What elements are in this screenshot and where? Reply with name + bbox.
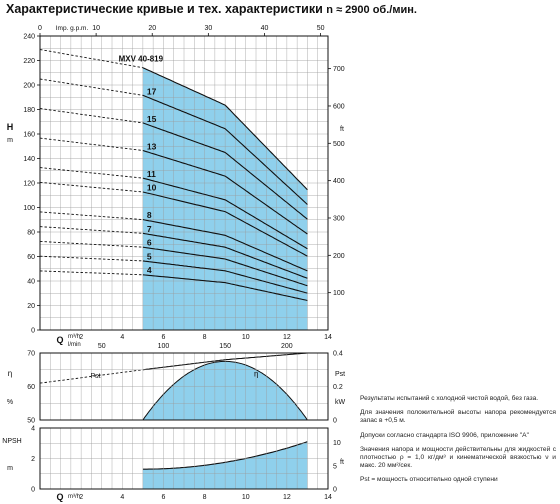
npsh-tick-label-0: 0 [31, 486, 35, 494]
curve-label-8: 8 [146, 210, 152, 221]
note-3: Значения напора и мощности действительны для жидкостей с плотностью ρ = 1,0 кг/дм³ и кинематической вязкостью ν и макс. 20 мм²/сек. [360, 445, 556, 470]
pst-tick-label-0: 0 [333, 417, 337, 425]
note-1: Для значения положительной высоты напора рекомендуется запас в +0,5 м. [360, 409, 556, 425]
pst-curve-label: Pst [90, 373, 101, 381]
h-tick-label-60: 60 [27, 254, 35, 261]
gpm-tick-label-20: 20 [148, 25, 157, 32]
lmin-tick-label-100: 100 [157, 343, 170, 350]
eta-tick-label-50: 50 [27, 417, 35, 425]
chart-title-main: Характеристические кривые и тех. характеристики [6, 2, 323, 16]
notes-block [360, 395, 556, 491]
curve-label-6: 6 [146, 237, 152, 248]
npsh-q-tick-label-4: 4 [120, 494, 125, 501]
npsh-q-tick-label-12: 12 [282, 494, 291, 501]
npsh-ft-tick-label-5: 5 [333, 463, 337, 471]
curve-label-7: 7 [146, 223, 152, 234]
gpm-tick-label-10: 10 [92, 25, 101, 32]
h-tick-label-140: 140 [23, 156, 35, 163]
curve-label-15: 15 [146, 114, 157, 125]
gpm-tick-label-0: 0 [38, 25, 42, 32]
q-tick-label-10: 10 [241, 334, 250, 341]
h-tick-label-0: 0 [31, 327, 35, 335]
npsh-q-axis-label: Q [56, 492, 64, 502]
q-tick-label-2: 2 [79, 334, 84, 341]
curve-label-4: 4 [146, 265, 152, 276]
ft-tick-label-200: 200 [333, 252, 345, 260]
ft-tick-label-500: 500 [333, 140, 345, 148]
npsh-q-tick-label-6: 6 [161, 494, 166, 501]
q-tick-label-8: 8 [202, 334, 207, 341]
curve-label-10: 10 [146, 182, 157, 193]
chart-title-speed: n ≈ 2900 об./мин. [326, 4, 417, 16]
npsh-tick-label-4: 4 [31, 425, 35, 433]
pst-tick-label-0.2: 0.2 [333, 384, 343, 391]
npsh-axis-unit: m [7, 465, 13, 472]
curve-label-5: 5 [146, 251, 152, 262]
ft-tick-label-700: 700 [333, 66, 345, 74]
npsh-q-unit: m³/h [68, 494, 80, 500]
q-tick-label-4: 4 [120, 334, 125, 341]
h-tick-label-240: 240 [23, 33, 35, 41]
ft-tick-label-600: 600 [333, 103, 345, 111]
model-label: MXV 40-819 [118, 54, 164, 64]
ft-axis-unit: ft [340, 126, 344, 133]
lmin-tick-label-50: 50 [97, 343, 106, 350]
eta-tick-label-60: 60 [27, 384, 35, 391]
h-tick-label-220: 220 [23, 58, 35, 65]
npsh-q-tick-label-10: 10 [241, 494, 250, 501]
note-4: Pst = мощность относительно одной ступени [360, 476, 498, 484]
pst-tick-label-0.4: 0.4 [333, 350, 343, 358]
q-unit-lmin: l/min [68, 342, 81, 348]
eta-curve-label: η [253, 369, 259, 379]
h-tick-label-40: 40 [27, 278, 35, 286]
h-tick-label-80: 80 [27, 229, 35, 237]
h-tick-label-20: 20 [27, 303, 35, 310]
lmin-tick-label-150: 150 [219, 343, 231, 350]
eta-tick-label-70: 70 [27, 350, 35, 358]
ft-tick-label-100: 100 [333, 290, 345, 298]
eta-axis-label: η [7, 369, 13, 378]
pst-axis-unit: kW [334, 399, 346, 406]
note-2: Допуски согласно стандарта ISO 9906, приложение "A" [360, 431, 529, 439]
ft-tick-label-300: 300 [333, 215, 345, 223]
q-tick-label-6: 6 [161, 334, 166, 341]
npsh-q-tick-label-8: 8 [202, 494, 207, 501]
eta-axis-unit: % [6, 399, 14, 406]
h-axis-unit: m [7, 137, 13, 144]
npsh-ft-unit: ft [340, 459, 344, 466]
h-tick-label-180: 180 [23, 107, 35, 114]
lmin-tick-label-200: 200 [281, 343, 293, 350]
h-axis-label: H [6, 122, 14, 132]
h-tick-label-100: 100 [23, 205, 35, 212]
npsh-q-tick-label-14: 14 [324, 494, 332, 501]
note-0: Результаты испытаний с холодной чистой водой, без газа. [360, 395, 539, 402]
h-tick-label-160: 160 [23, 131, 35, 139]
npsh-axis-label: NPSH [2, 438, 22, 445]
npsh-q-tick-label-2: 2 [79, 494, 84, 501]
ft-tick-label-400: 400 [333, 178, 345, 186]
q-tick-label-12: 12 [282, 334, 291, 341]
npsh-tick-label-2: 2 [31, 456, 35, 463]
curve-label-17: 17 [146, 86, 157, 97]
gpm-tick-label-50: 50 [316, 25, 325, 32]
npsh-ft-tick-label-10: 10 [333, 440, 341, 448]
h-tick-label-200: 200 [23, 82, 35, 90]
npsh-ft-tick-label-0: 0 [333, 486, 337, 494]
gpm-tick-label-40: 40 [260, 25, 269, 32]
pst-axis-label: Pst [334, 371, 346, 378]
gpm-axis-label: Imp. g.p.m. [55, 25, 89, 32]
h-tick-label-120: 120 [23, 180, 35, 188]
gpm-tick-label-30: 30 [204, 25, 213, 32]
q-unit-m3h: m³/h [68, 334, 80, 340]
q-axis-label: Q [56, 335, 64, 345]
curve-label-11: 11 [146, 168, 156, 179]
curve-label-13: 13 [146, 141, 157, 152]
q-tick-label-14: 14 [324, 334, 332, 341]
